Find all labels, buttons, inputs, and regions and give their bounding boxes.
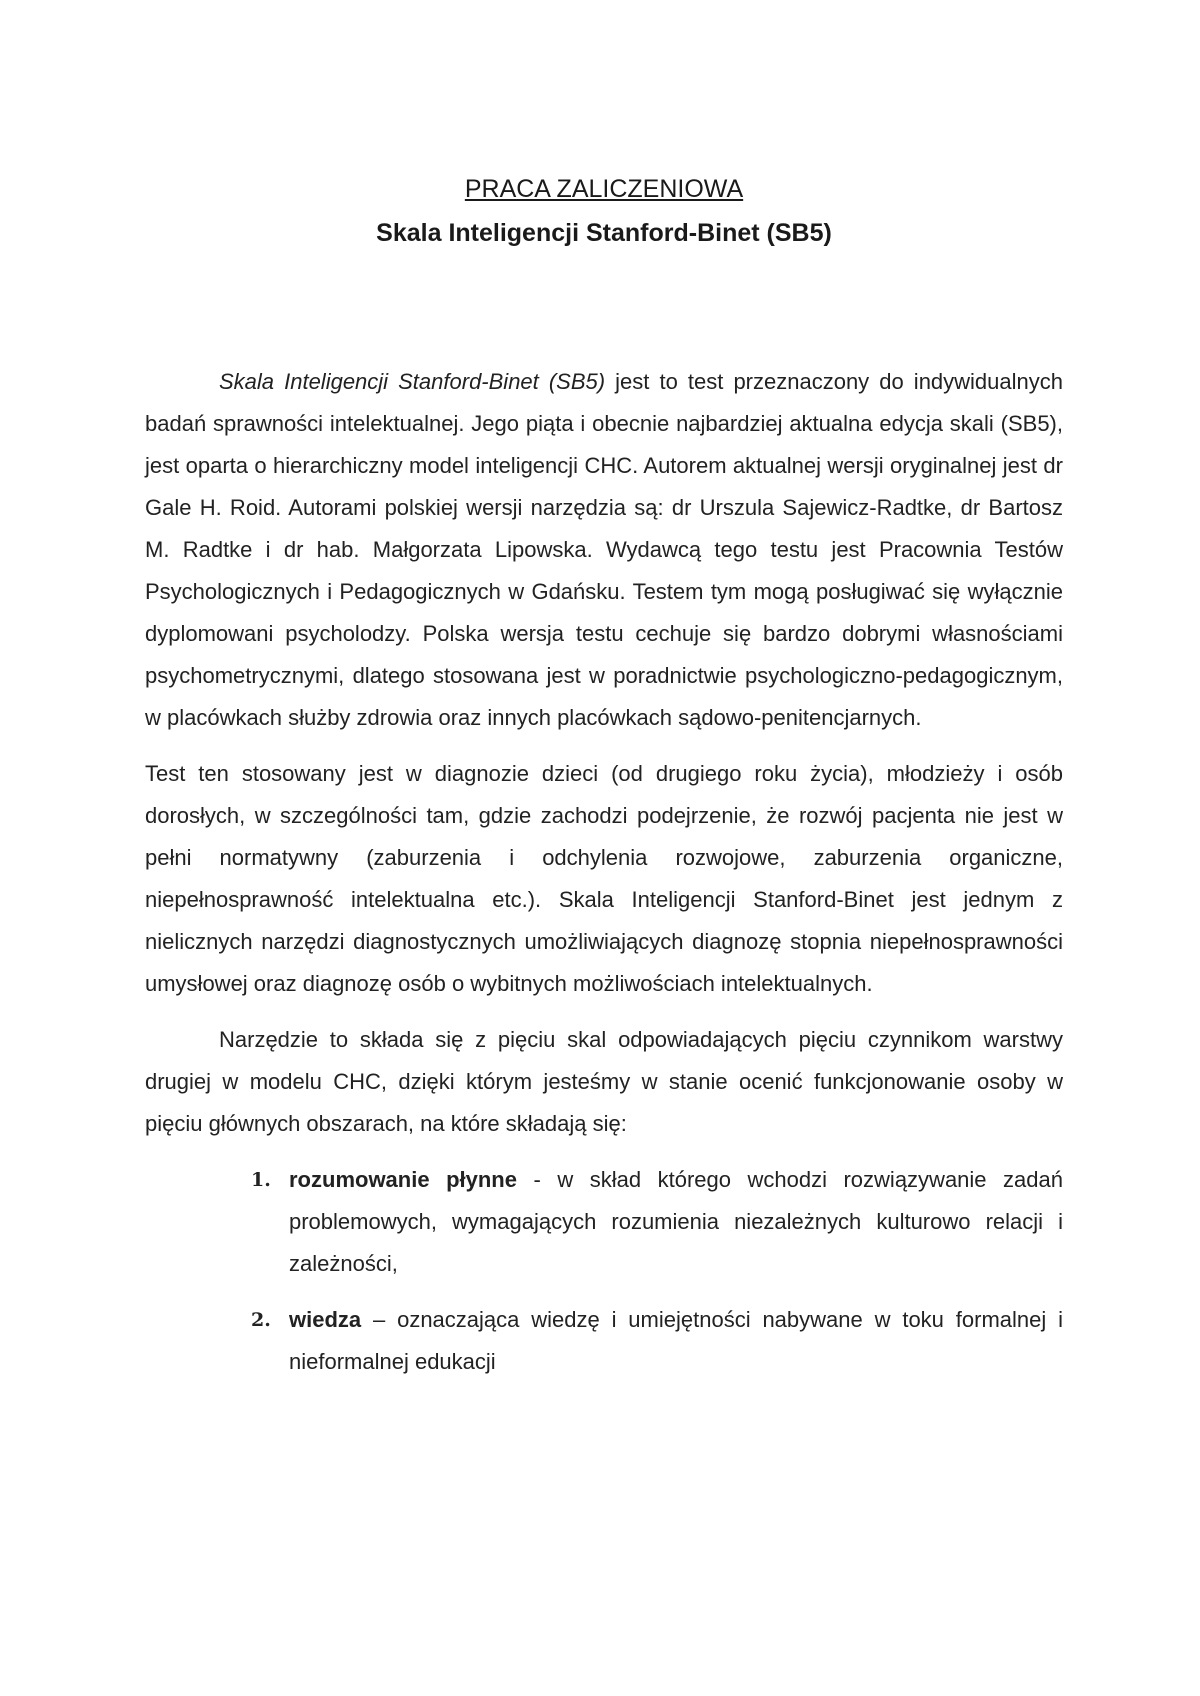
paragraph-intro (145, 361, 1063, 739)
list-item-description: – oznaczająca wiedzę i umiejętności nabywane w toku formalnej i nieformalnej edukacji (289, 1307, 1063, 1374)
list-item-description: - w skład którego wchodzi rozwiązywanie zadań problemowych, wymagających rozumienia niezależnych kulturowo relacji i zależności, (289, 1167, 1063, 1276)
list-item-term: rozumowanie płynne (289, 1167, 517, 1192)
document-subtitle: Skala Inteligencji Stanford-Binet (SB5) (376, 219, 832, 247)
paragraph-intro-lead: Skala Inteligencji Stanford-Binet (SB5) (219, 369, 606, 394)
factor-list (145, 1159, 1063, 1383)
paragraph-usage: Test ten stosowany jest w diagnozie dzieci (od drugiego roku życia), młodzieży i osób dorosłych, w szczególności tam, gdzie zachodzi podejrzenie, że rozwój pacjenta nie jest w pełni normatywny (zaburzenia i odchylenia rozwojowe, zaburzenia organiczne, niepełnosprawność intelektualna etc.). Skala Inteligencji Stanford-Binet jest jednym z nielicznych narzędzi diagnostycznych umożliwiających diagnozę stopnia niepełnosprawności umysłowej oraz diagnozę osób o wybitnych możliwościach intelektualnych. (145, 761, 1063, 996)
document-title: PRACA ZALICZENIOWA (464, 175, 744, 203)
paragraph-structure: Narzędzie to składa się z pięciu skal odpowiadających pięciu czynnikom warstwy drugiej w modelu CHC, dzięki którym jesteśmy w stanie ocenić funkcjonowanie osoby w pięciu głównych obszarach, na które składają się: (145, 1027, 1063, 1136)
paragraph-intro-text: jest to test przeznaczony do indywidualnych badań sprawności intelektualnej. Jego piąta i obecnie najbardziej aktualna edycja skali (SB5), jest oparta o hierarchiczny model inteligencji CHC. Autorem aktualnej wersji oryginalnej jest dr Gale H. Roid. Autorami polskiej wersji narzędzia są: dr Urszula Sajewicz-Radtke, dr Bartosz M. Radtke i dr hab. Małgorzata Lipowska. Wydawcą tego testu jest Pracownia Testów Psychologicznych i Pedagogicznych w Gdańsku. Testem tym mogą posługiwać się wyłącznie dyplomowani psycholodzy. Polska wersja testu cechuje się bardzo dobrymi własnościami psychometrycznymi, dlatego stosowana jest w poradnictwie psychologiczno-pedagogicznym, w placówkach służby zdrowia oraz innych placówkach sądowo-penitencjarnych. (145, 369, 1063, 730)
list-item-number: 1. (251, 1169, 271, 1191)
list-item (145, 1159, 1063, 1285)
list-item (145, 1299, 1063, 1383)
list-item-term: wiedza (289, 1307, 362, 1332)
document-body (145, 172, 1063, 1397)
list-item-number: 2. (251, 1309, 271, 1331)
